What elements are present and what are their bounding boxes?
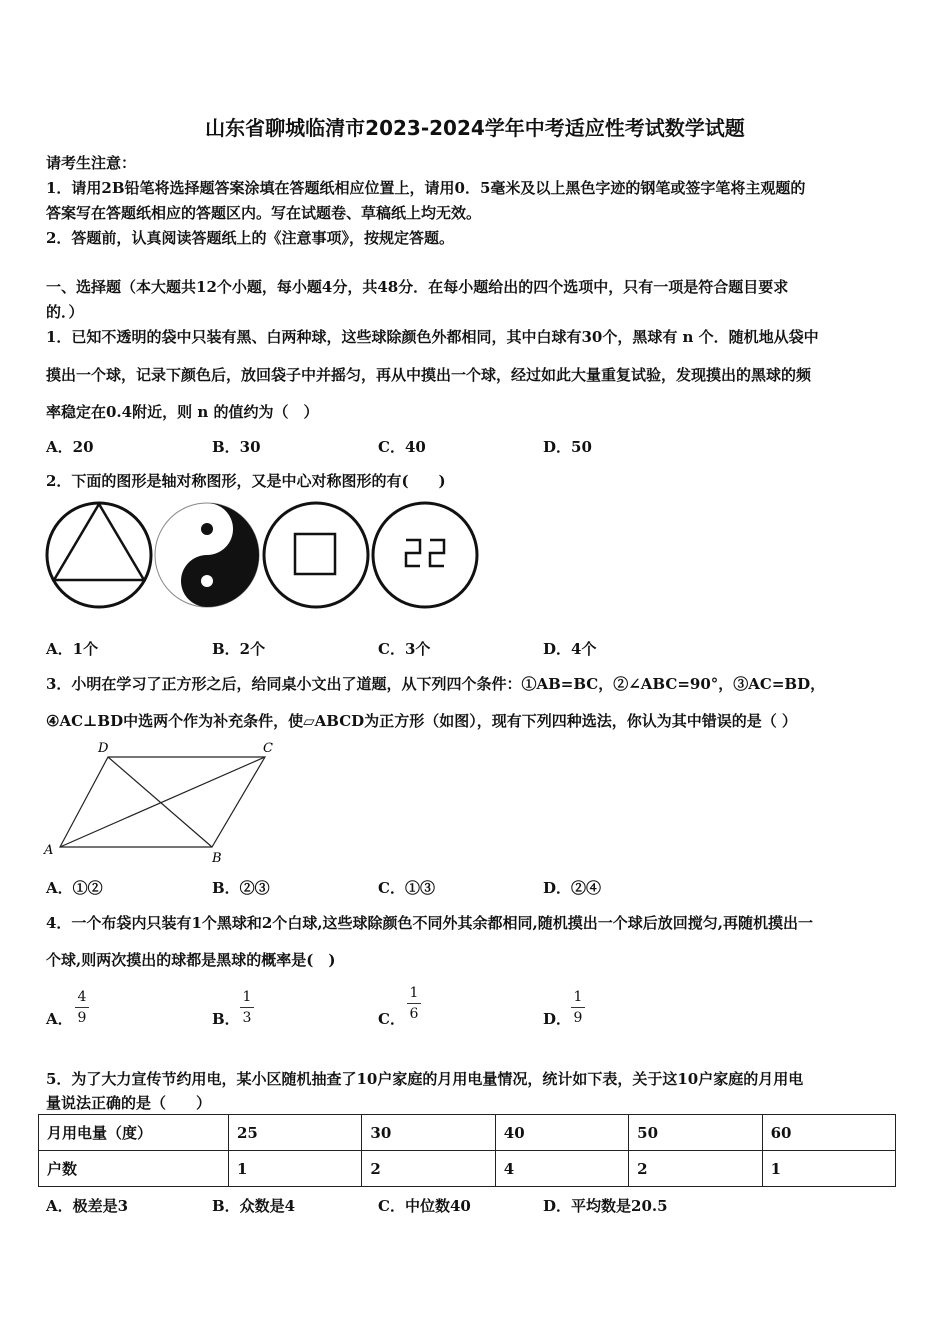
- q2-stem: 2．下面的图形是轴对称图形，又是中心对称图形的有( ): [46, 472, 446, 490]
- q2-option-b[interactable]: B．2个: [212, 640, 266, 658]
- q5-stem-b: 量说法正确的是（ ）: [46, 1094, 212, 1112]
- q3-option-c[interactable]: C．①③: [378, 879, 435, 897]
- q4-option-b-fraction: 1 3: [239, 988, 255, 1027]
- q5-electricity-table: [38, 1114, 896, 1187]
- q3-option-d[interactable]: D．②④: [543, 879, 602, 897]
- table-cell: 1: [762, 1151, 895, 1187]
- q5-option-c[interactable]: C．中位数40: [378, 1197, 471, 1215]
- q5-stem-a: 5．为了大力宣传节约用电，某小区随机抽查了10户家庭的月用电量情况，统计如下表，关于这10户家庭的月用电: [46, 1070, 804, 1088]
- q2-figure-square-in-circle: [261, 500, 371, 610]
- q4-stem-a: 4．一个布袋内只装有1个黑球和2个白球,这些球除颜色不同外其余都相同,随机摸出一个球后放回搅匀,再随机摸出一: [46, 914, 813, 932]
- page-title: 山东省聊城临清市2023-2024学年中考适应性考试数学试题: [205, 116, 745, 140]
- q3-stem-a: 3．小明在学习了正方形之后，给同桌小文出了道题，从下列四个条件：①AB=BC，②∠ABC=90°，③AC=BD，: [46, 675, 826, 693]
- section1-heading-cont: 的．）: [46, 303, 84, 321]
- q4-option-a[interactable]: A．: [46, 1010, 73, 1028]
- table-cell: 30: [362, 1115, 495, 1151]
- q5-option-a[interactable]: A．极差是3: [46, 1197, 129, 1215]
- notice-heading: 请考生注意：: [46, 154, 137, 172]
- table-cell: 40: [495, 1115, 628, 1151]
- q3-option-a[interactable]: A．①②: [46, 879, 103, 897]
- q4-option-d[interactable]: D．: [543, 1010, 572, 1028]
- table-cell: 户数: [39, 1151, 229, 1187]
- notice-line-2: 2．答题前，认真阅读答题纸上的《注意事项》，按规定答题。: [46, 229, 454, 247]
- q1-option-a[interactable]: A．20: [46, 438, 94, 456]
- q1-option-d[interactable]: D．50: [543, 438, 592, 456]
- q4-stem-b: 个球,则两次摸出的球都是黑球的概率是( ): [46, 951, 336, 969]
- q4-option-a-fraction: 4 9: [74, 988, 90, 1027]
- table-row: [39, 1151, 896, 1187]
- q2-option-a[interactable]: A．1个: [46, 640, 99, 658]
- notice-line-1b: 答案写在答题纸相应的答题区内。写在试题卷、草稿纸上均无效。: [46, 204, 482, 222]
- q3-label-b: B: [212, 851, 222, 866]
- q2-figure-symbol-in-circle: [370, 500, 480, 610]
- q4-option-c-fraction: 1 6: [406, 984, 422, 1023]
- q3-option-b[interactable]: B．②③: [212, 879, 270, 897]
- q1-option-c[interactable]: C．40: [378, 438, 426, 456]
- section1-heading: 一、选择题（本大题共12个小题，每小题4分，共48分．在每小题给出的四个选项中，只有一项是符合题目要求: [46, 278, 789, 296]
- q4-option-d-fraction: 1 9: [570, 988, 586, 1027]
- q3-label-c: C: [263, 741, 273, 756]
- q2-figure-triangle-in-circle: [44, 500, 154, 610]
- q1-stem-a: 1．已知不透明的袋中只装有黑、白两种球，这些球除颜色外都相同，其中白球有30个，黑球有 n 个．随机地从袋中: [46, 328, 819, 346]
- notice-line-1a: 1．请用2B铅笔将选择题答案涂填在答题纸相应位置上，请用0．5毫米及以上黑色字迹的钢笔或签字笔将主观题的: [46, 179, 806, 197]
- q4-option-b[interactable]: B．: [212, 1010, 240, 1028]
- q5-option-b[interactable]: B．众数是4: [212, 1197, 296, 1215]
- q2-figure-yin-yang: [152, 500, 262, 610]
- q3-label-d: D: [98, 741, 109, 756]
- q3-label-a: A: [44, 843, 54, 858]
- q3-stem-b: ④AC⊥BD中选两个作为补充条件，使▱ABCD为正方形（如图），现有下列四种选法，你认为其中错误的是（ ）: [46, 712, 797, 730]
- table-cell: 2: [629, 1151, 762, 1187]
- q1-option-b[interactable]: B．30: [212, 438, 261, 456]
- table-cell: 25: [229, 1115, 362, 1151]
- q5-option-d[interactable]: D．平均数是20.5: [543, 1197, 668, 1215]
- table-cell: 4: [495, 1151, 628, 1187]
- q2-option-d[interactable]: D．4个: [543, 640, 597, 658]
- table-cell: 月用电量（度）: [39, 1115, 229, 1151]
- q2-option-c[interactable]: C．3个: [378, 640, 431, 658]
- table-row: [39, 1115, 896, 1151]
- table-cell: 50: [629, 1115, 762, 1151]
- q3-parallelogram-figure: [40, 736, 290, 866]
- q1-stem-c: 率稳定在0.4附近，则 n 的值约为（ ）: [46, 403, 319, 421]
- table-cell: 2: [362, 1151, 495, 1187]
- table-cell: 1: [229, 1151, 362, 1187]
- table-cell: 60: [762, 1115, 895, 1151]
- q1-stem-b: 摸出一个球，记录下颜色后，放回袋子中并摇匀，再从中摸出一个球，经过如此大量重复试验，发现摸出的黑球的频: [46, 366, 812, 384]
- q4-option-c[interactable]: C．: [378, 1010, 405, 1028]
